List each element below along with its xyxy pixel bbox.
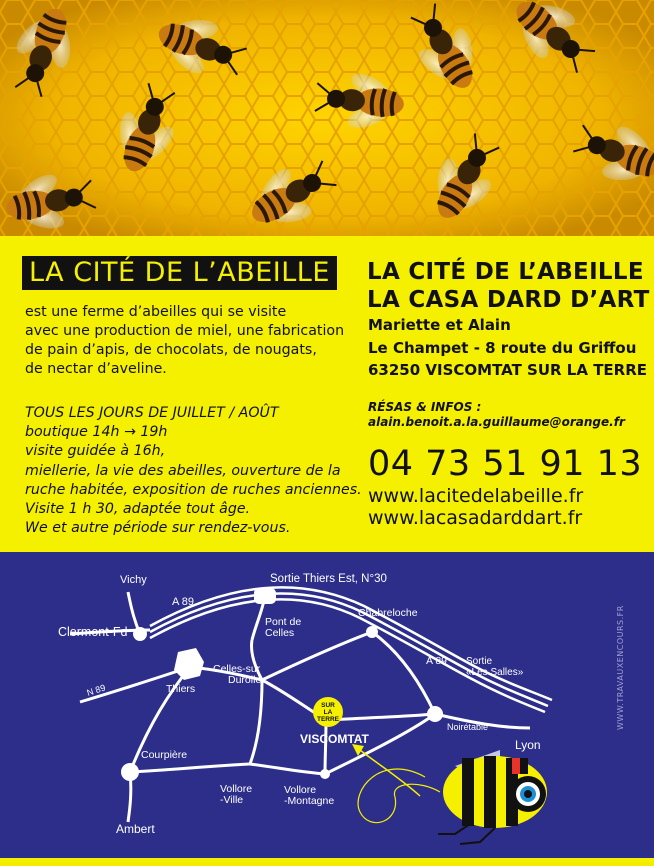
schedule-line: Visite 1 h 30, adaptée tout âge. [25,501,251,518]
label-celles-durolle-2: Durolle [228,674,262,686]
credit-text: WWW.TRAVAUXENCOURS.FR [616,605,625,730]
address-block [368,314,647,382]
label-courpiere: Courpière [141,749,188,761]
title-cite: LA CITÉ DE L’ABEILLE [367,259,644,285]
schedule-line: visite guidée à 16h, [25,443,166,460]
email-link[interactable]: alain.benoit.a.la.guillaume@orange.fr [368,415,625,429]
label-vollore-ville-2: -Ville [220,794,244,806]
label-clermont: Clermont-Fd [58,625,128,639]
label-sortie-thiers: Sortie Thiers Est, N°30 [270,573,387,585]
arrow-line [360,750,420,796]
right-title [367,258,650,314]
label-lyon: Lyon [515,738,541,752]
schedule-line: We et autre période sur rendez-vous. [25,520,291,537]
title-casa: LA CASA DARD D’ART [367,287,650,313]
label-a89-top: A 89 [172,596,195,608]
cartoon-bee-icon [438,750,547,844]
label-vichy: Vichy [120,574,147,586]
owner-names: Mariette et Alain [368,316,511,334]
intro-line: est une ferme d’abeilles qui se visite [25,304,287,320]
label-a89-right: A 89 [426,655,448,667]
badge-line-3: TERRE [316,716,340,723]
badge-line-1: SUR [321,702,335,709]
thiers-town-icon [174,648,204,680]
label-noiretable: Noirétable [447,722,489,732]
address-city: 63250 VISCOMTAT SUR LA TERRE [368,361,648,379]
resas-block [368,400,625,430]
road-map [0,552,654,862]
schedule-text [25,404,365,538]
intro-text [25,303,355,379]
label-pont-celles-1: Pont de [265,616,302,628]
website-link-2[interactable]: www.lacasadarddart.fr [368,507,583,529]
intro-line: de pain d’apis, de chocolats, de nougats, [25,342,317,358]
label-vollore-montagne-1: Vollore [284,784,317,796]
intro-line: de nectar d’aveline. [25,361,167,377]
website-link-1[interactable]: www.lacitedelabeille.fr [368,485,584,507]
label-sortie-salles-1: Sortie [466,656,493,667]
left-title: LA CITÉ DE L’ABEILLE [22,256,337,290]
schedule-line: TOUS LES JOURS DE JUILLET / AOÛT [25,405,279,421]
label-ambert: Ambert [116,822,155,836]
schedule-line: ruche habitée, exposition de ruches anciennes. [25,481,362,498]
label-chabreloche: Chabreloche [358,607,418,619]
bottom-stripe [0,858,654,862]
flight-path-icon [358,769,440,823]
bees-honeycomb-photo [0,0,654,236]
motorway-a89 [150,587,552,712]
label-pont-celles-2: Celles [265,627,295,639]
bees-photo-icon [0,0,654,236]
schedule-line: boutique 14h → 19h [25,424,168,441]
websites [368,485,583,529]
address-line: Le Champet - 8 route du Griffou [368,338,637,357]
label-celles-durolle-1: Celles-sur [213,663,261,675]
phone-number[interactable]: 04 73 51 91 13 [368,444,643,484]
label-vollore-ville-1: Vollore [220,783,253,795]
access-map [0,552,654,862]
label-n89: N 89 [85,682,107,698]
label-thiers: Thiers [166,683,196,695]
intro-line: avec une production de miel, une fabrication [25,323,345,339]
label-vollore-montagne-2: -Montagne [284,795,335,807]
label-sortie-salles-2: «Les Salles» [466,667,524,678]
resas-label: RÉSAS & INFOS : [368,400,482,414]
label-viscomtat: VISCOMTAT [300,732,369,746]
schedule-line: miellerie, la vie des abeilles, ouverture de la [25,462,341,479]
badge-line-2: LA [323,709,333,716]
